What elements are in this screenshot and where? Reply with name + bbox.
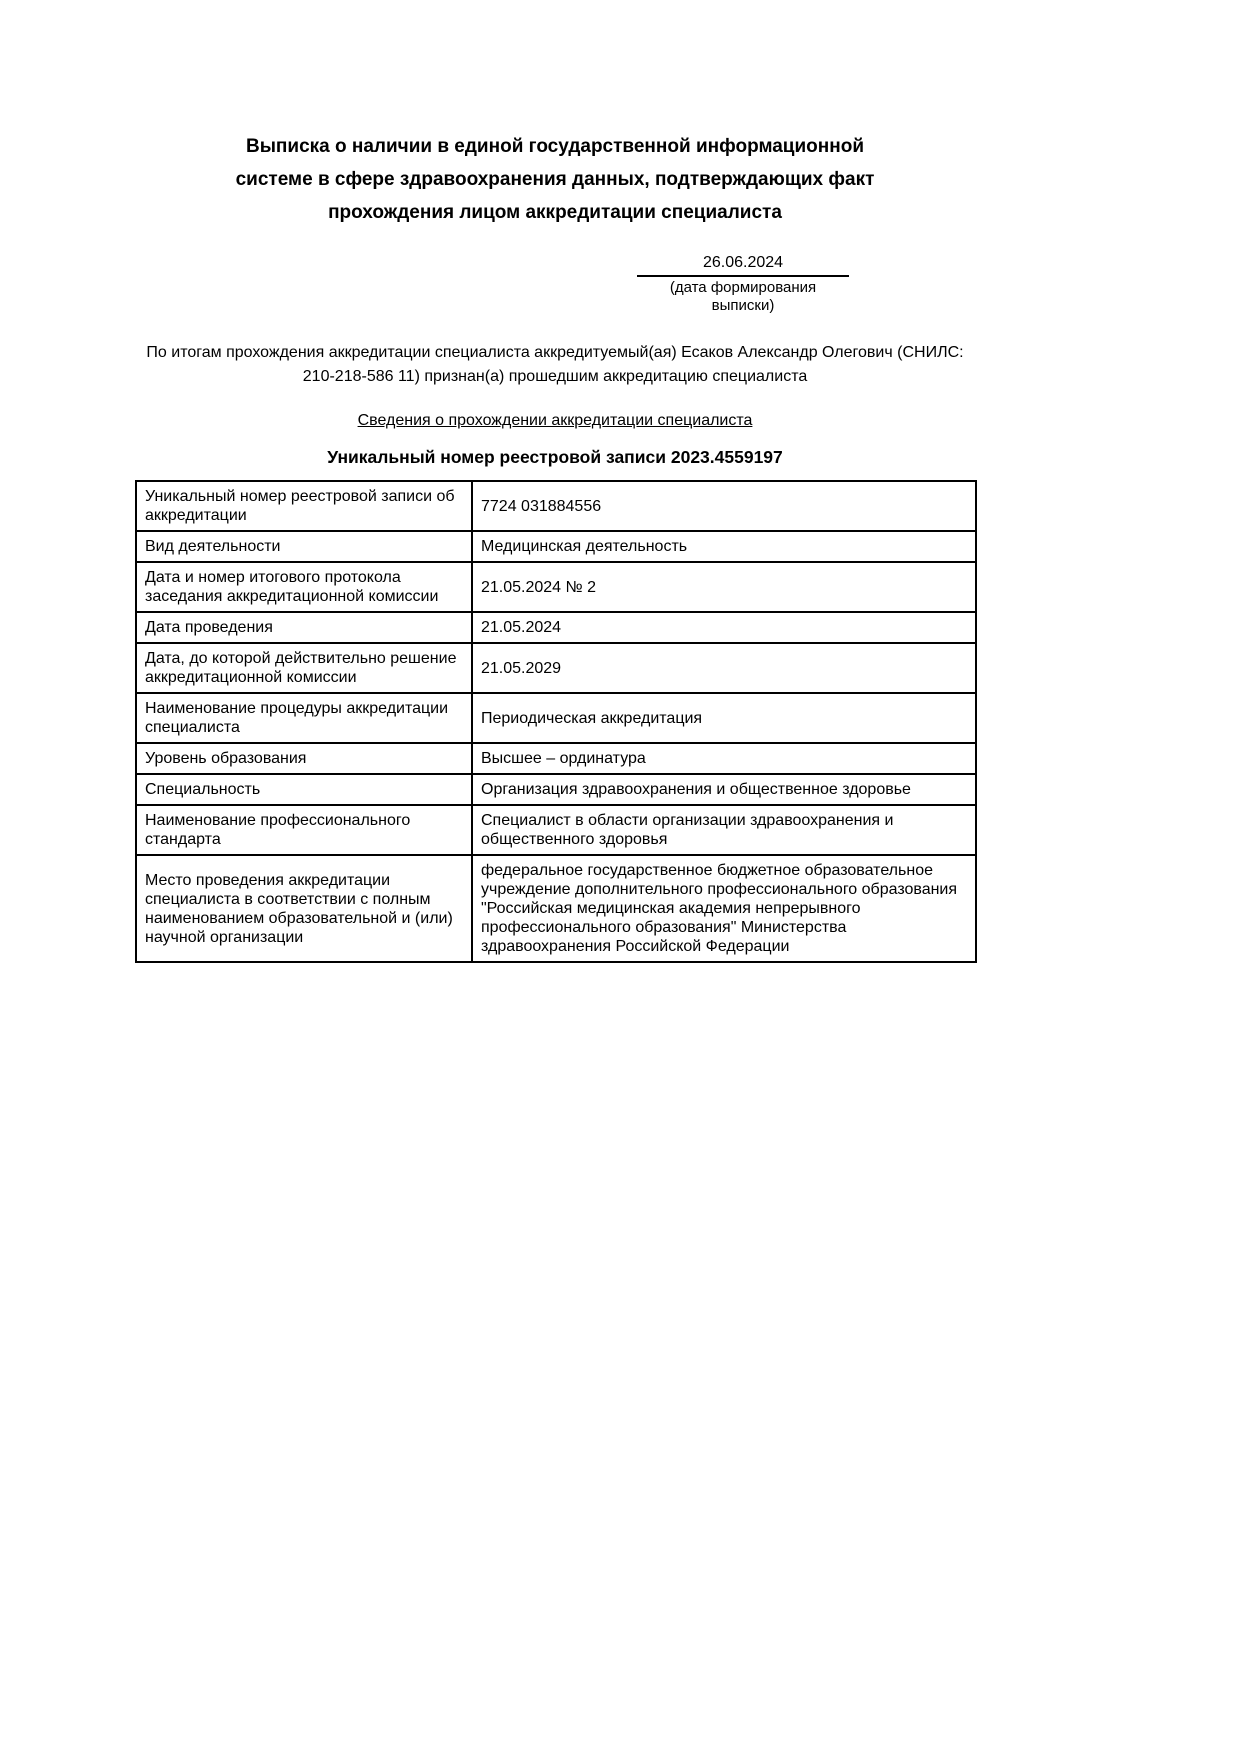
table-label-cell: Место проведения аккредитации специалиста в соответствии с полным наименованием образовательной и (или) научной организации [136, 855, 472, 962]
document-title: Выписка о наличии в единой государственной информационной системе в сфере здравоохранения данных, подтверждающих факт прохождения лицом аккредитации специалиста [235, 136, 875, 223]
table-row [136, 743, 976, 774]
date-block-wrap [135, 253, 975, 315]
registry-record-heading: Уникальный номер реестровой записи 2023.4559197 [327, 447, 783, 467]
table-label-cell: Специальность [136, 774, 472, 805]
table-value-cell: Высшее – ординатура [472, 743, 976, 774]
extract-date-caption: (дата формирования выписки) [669, 279, 817, 314]
table-row [136, 481, 976, 531]
table-label-cell: Вид деятельности [136, 531, 472, 562]
table-label-cell: Наименование профессионального стандарта [136, 805, 472, 855]
table-value-cell: Специалист в области организации здравоохранения и общественного здоровья [472, 805, 976, 855]
table-label-cell: Дата проведения [136, 612, 472, 643]
table-row [136, 693, 976, 743]
extract-date: 26.06.2024 [637, 253, 849, 277]
accreditation-table [135, 480, 977, 963]
table-value-cell: Медицинская деятельность [472, 531, 976, 562]
table-row [136, 805, 976, 855]
table-value-cell: Организация здравоохранения и общественное здоровье [472, 774, 976, 805]
table-label-cell: Дата, до которой действительно решение аккредитационной комиссии [136, 643, 472, 693]
table-value-cell: 21.05.2024 [472, 612, 976, 643]
table-value-cell: 21.05.2024 № 2 [472, 562, 976, 612]
table-row [136, 562, 976, 612]
table-value-cell: федеральное государственное бюджетное образовательное учреждение дополнительного профессионального образования "Российская медицинская академия непрерывного профессионального образования" Министерства здравоохранения Российской Федерации [472, 855, 976, 962]
date-block [637, 253, 849, 315]
table-label-cell: Наименование процедуры аккредитации специалиста [136, 693, 472, 743]
table-value-cell: 21.05.2029 [472, 643, 976, 693]
table-label-cell: Уровень образования [136, 743, 472, 774]
table-label-cell: Уникальный номер реестровой записи об аккредитации [136, 481, 472, 531]
table-value-cell: Периодическая аккредитация [472, 693, 976, 743]
table-row [136, 531, 976, 562]
table-label-cell: Дата и номер итогового протокола заседания аккредитационной комиссии [136, 562, 472, 612]
page-content [135, 0, 975, 963]
table-row [136, 612, 976, 643]
section-heading: Сведения о прохождении аккредитации специалиста [357, 412, 753, 429]
table-row [136, 855, 976, 962]
table-row [136, 643, 976, 693]
table-row [136, 774, 976, 805]
table-value-cell: 7724 031884556 [472, 481, 976, 531]
intro-paragraph: По итогам прохождения аккредитации специалиста аккредитуемый(ая) Есаков Александр Олегович (СНИЛС: 210-218-586 11) признан(а) прошедшим аккредитацию специалиста [146, 344, 964, 385]
